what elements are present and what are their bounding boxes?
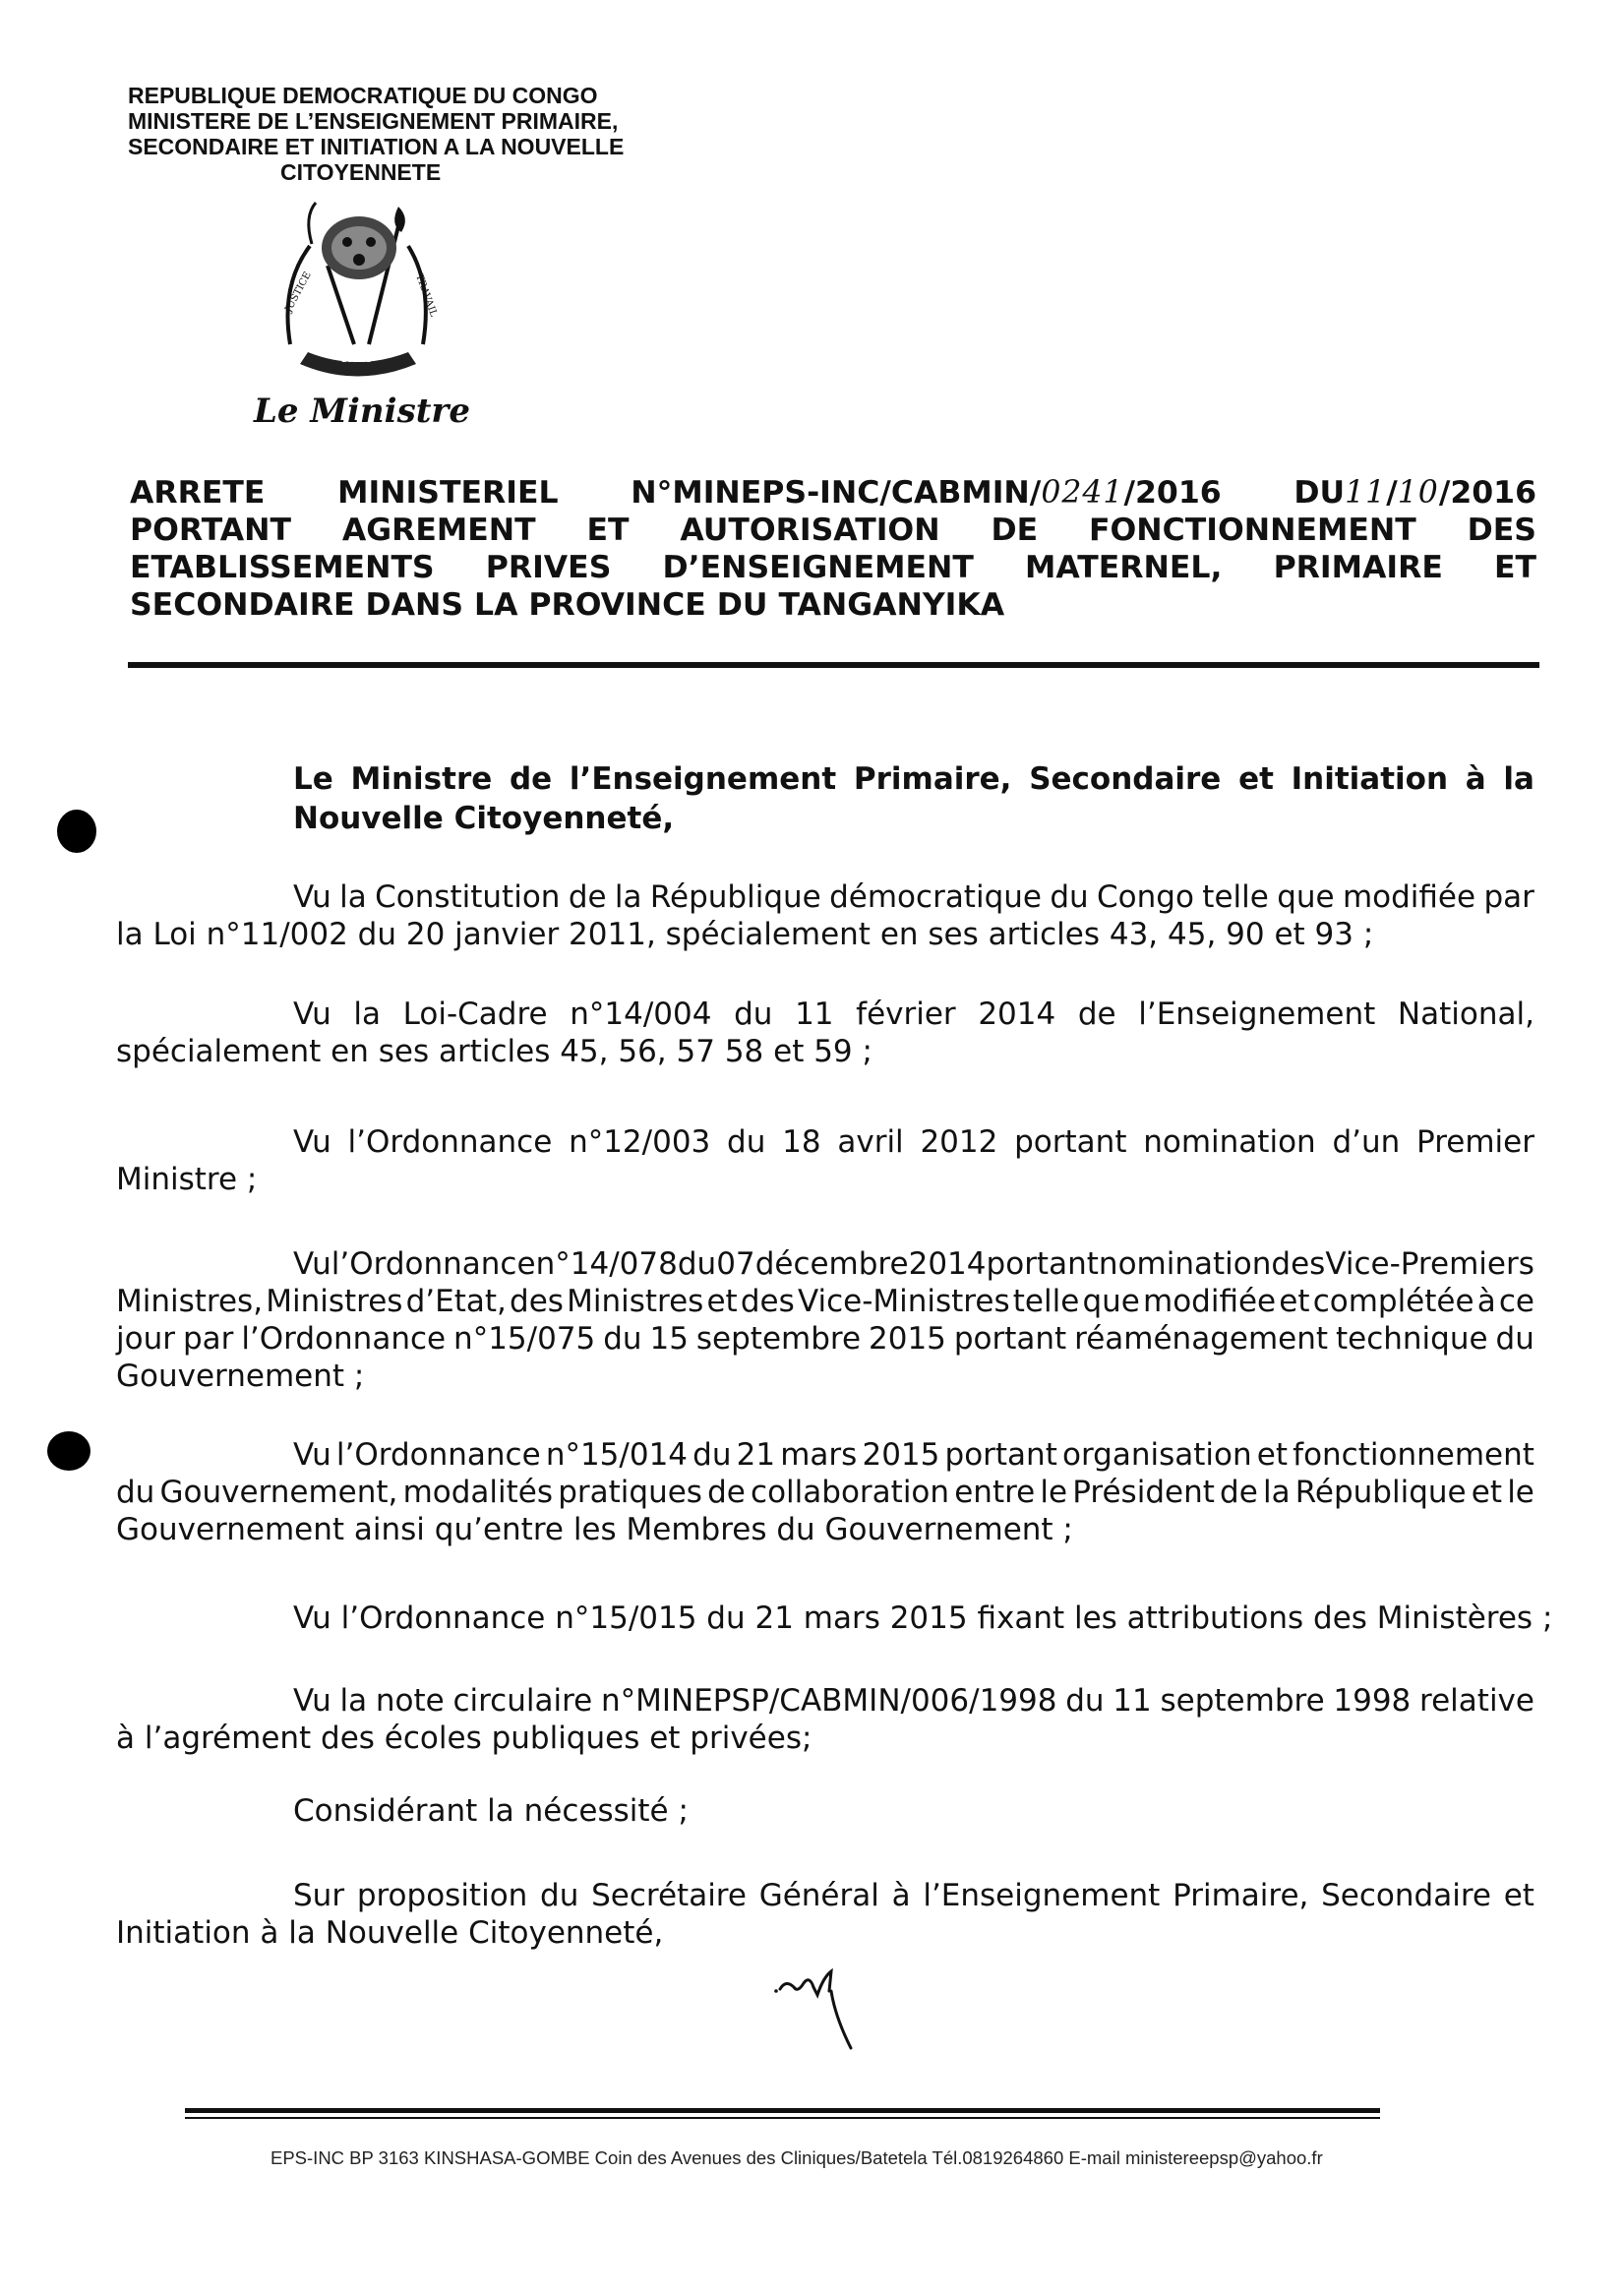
word: complétée [1312,1284,1474,1319]
word: 07 [716,1246,755,1282]
word: Vu [293,1246,331,1282]
word: par [1483,879,1534,915]
word: l’Ordonnance [335,1437,541,1473]
word: à [1476,1284,1496,1319]
paragraph-line: Considérant la nécessité ; [293,1793,689,1829]
title-line-2 [130,512,1536,549]
handwritten-number: 0241 [1041,475,1124,511]
word: Général [758,1878,879,1913]
word: et [1503,1878,1534,1913]
emblem-motto-travail: TRAVAIL [413,272,440,319]
word: des [1271,1246,1326,1282]
coat-of-arms-icon [251,197,462,393]
title-word: ARRETE [130,475,266,511]
decree-date [1293,474,1536,512]
paragraph-loi-cadre [116,996,1534,1070]
word: du [727,1124,766,1160]
word: Vu [293,1683,331,1719]
heading-word: la [1503,761,1534,797]
word: et [1279,1284,1310,1319]
word: organisation [1062,1437,1252,1473]
word: réaménagement [1074,1321,1329,1357]
minister-heading-line-1 [293,759,1534,799]
word: n°14/004 [570,997,712,1032]
word: la [614,879,642,915]
paragraph-line [116,996,1534,1033]
word: par [182,1321,234,1357]
title-word: MINISTERIEL [337,475,559,511]
word: et [1471,1475,1503,1510]
letterhead-country: REPUBLIQUE DEMOCRATIQUE DU CONGO [128,83,598,108]
word: République [1294,1475,1467,1510]
letterhead-ministry-1: MINISTERE DE L’ENSEIGNEMENT PRIMAIRE, [128,108,619,134]
emblem-motto-paix: PAIX [341,352,371,365]
word: mars [780,1437,858,1473]
word: du [677,1246,717,1282]
title-word: ET [586,513,630,548]
paragraph-line: à l’agrément des écoles publiques et privées; [116,1721,812,1756]
paragraph-line: la Loi n°11/002 du 20 janvier 2011, spécialement en ses articles 43, 45, 90 et 93 ; [116,917,1374,952]
word: 2012 [920,1124,998,1160]
paragraph-line [116,1283,1534,1320]
paragraph-attributions [116,1600,1553,1637]
word: 21 [736,1437,776,1473]
word: du [1065,1683,1105,1719]
word: avril [837,1124,904,1160]
word: la [1262,1475,1291,1510]
word: 11 [795,997,834,1032]
paragraph-line [116,1877,1534,1914]
word: circulaire [452,1683,593,1719]
letterhead-ministry-2: SECONDAIRE ET INITIATION A LA NOUVELLE [128,134,625,159]
paragraph-line: Initiation à la Nouvelle Citoyenneté, [116,1915,664,1951]
title-word: PRIVES [485,550,612,585]
word: portant [953,1321,1067,1357]
word: collaboration [751,1475,950,1510]
word: National, [1397,997,1534,1032]
word: l’Enseignement [1138,997,1376,1032]
minister-heading-line-2: Nouvelle Citoyenneté, [293,801,675,836]
word: du [692,1437,732,1473]
word: Vu [293,997,331,1032]
word: du [540,1878,579,1913]
signature-title: Le Ministre [254,392,470,431]
title-line-1 [130,474,1536,512]
word: pratiques [558,1475,702,1510]
paragraph-line: Gouvernement ainsi qu’entre les Membres du Gouvernement ; [116,1512,1073,1547]
paragraph-line: Gouvernement ; [116,1359,365,1394]
word: décembre [754,1246,909,1282]
heading-word: Le [293,761,333,797]
emblem-motto-justice: JUSTICE [282,270,314,315]
word: Constitution [375,879,561,915]
word: Loi-Cadre [402,997,548,1032]
word: Ministres [266,1284,403,1319]
title-word: ET [1493,550,1536,585]
word: Sur [293,1878,345,1913]
title-word: D’ENSEIGNEMENT [662,550,974,585]
word: septembre [695,1321,862,1357]
word: de [1220,1475,1258,1510]
date-year: /2016 [1438,475,1536,511]
word: Congo [1097,879,1194,915]
heading-word: et [1238,761,1274,797]
word: l’Ordonnance [347,1124,553,1160]
heading-word: à [1465,761,1486,797]
word: Secondaire [1321,1878,1491,1913]
word: modalités [402,1475,554,1510]
word: démocratique [829,879,1042,915]
word: Secrétaire [591,1878,747,1913]
paragraph-line [116,1436,1534,1474]
word: ce [1498,1284,1534,1319]
title-word: DES [1467,513,1536,548]
word: entre [954,1475,1036,1510]
paragraph-line [116,878,1534,916]
word: la [339,879,367,915]
paragraph-line [116,1123,1534,1161]
heading-word: l’Enseignement [569,761,837,797]
word: nomination [1098,1246,1272,1282]
handwritten-initials-icon [772,1958,866,2056]
word: l’Enseignement [923,1878,1161,1913]
word: que [1277,879,1335,915]
word: portant [1014,1124,1127,1160]
word: d’un [1332,1124,1401,1160]
word: de [707,1475,746,1510]
word: Ministres [567,1284,704,1319]
title-word: AGREMENT [341,513,536,548]
word: février [856,997,956,1032]
word: Vice-Premiers [1325,1246,1534,1282]
word: et [1256,1437,1289,1473]
heading-word: Primaire, [853,761,1012,797]
word: 1998 [1333,1683,1412,1719]
date-prefix: DU [1293,475,1346,511]
paragraph-line: Ministre ; [116,1162,258,1197]
paragraph-premier-ministre [116,1123,1534,1198]
word: et [706,1284,738,1319]
word: 11 [1113,1683,1152,1719]
word: Vu [293,1437,331,1473]
minister-heading [293,759,1534,838]
word: n°12/003 [569,1124,711,1160]
title-line-3 [130,549,1536,586]
paragraph-line [116,1682,1534,1720]
word: du [1050,879,1089,915]
punch-hole [57,810,96,853]
word: du [603,1321,642,1357]
word: 2014 [978,997,1056,1032]
paragraph-considerant [116,1792,1534,1830]
title-word: ETABLISSEMENTS [130,550,435,585]
paragraph-proposition [116,1877,1534,1952]
word: proposition [356,1878,528,1913]
handwritten-month: 10 [1397,475,1439,511]
footer-address: EPS-INC BP 3163 KINSHASA-GOMBE Coin des Avenues des Cliniques/Batetela Tél.0819264860 E-mail ministereepsp@yahoo.fr [271,2147,1323,2168]
word: portant [986,1246,1099,1282]
word: portant [944,1437,1057,1473]
title-word: PORTANT [130,513,291,548]
heading-word: de [509,761,553,797]
word: d’Etat, [405,1284,507,1319]
paragraph-line: spécialement en ses articles 45, 56, 57 58 et 59 ; [116,1034,872,1069]
word: Gouvernement, [159,1475,398,1510]
word: n°14/078 [535,1246,678,1282]
word: modifiée [1342,879,1476,915]
footer-divider-thin [185,2117,1380,2119]
reference-prefix: N°MINEPS-INC/CABMIN/ [631,475,1042,511]
paragraph-line [116,1245,1534,1283]
paragraph-note-circulaire [116,1682,1534,1757]
word: n°15/014 [545,1437,689,1473]
letterhead-ministry-3: CITOYENNETE [280,159,442,185]
title-word: FONCTIONNEMENT [1088,513,1416,548]
word: n°15/075 [453,1321,596,1357]
title-word: PRIMAIRE [1273,550,1443,585]
paragraph-line [116,1320,1534,1358]
word: fonctionnement [1293,1437,1534,1473]
title-word: DE [991,513,1039,548]
letterhead [128,83,718,185]
footer-divider [185,2108,1380,2113]
title-line-4: SECONDAIRE DANS LA PROVINCE DU TANGANYIKA [130,587,1005,623]
word: Vice-Ministres [797,1284,1010,1319]
decree-title [130,474,1536,624]
word: note [375,1683,445,1719]
word: septembre [1160,1683,1325,1719]
punch-hole [47,1431,90,1471]
word: Primaire, [1173,1878,1309,1913]
word: République [649,879,821,915]
word: n°MINEPSP/CABMIN/006/1998 [600,1683,1057,1719]
handwritten-day: 11 [1345,475,1387,511]
word: du [1495,1321,1534,1357]
word: la [353,997,381,1032]
decree-reference [631,474,1221,512]
word: Vu [293,879,331,915]
heading-word: Ministre [350,761,493,797]
word: de [568,879,607,915]
word: la [339,1683,368,1719]
paragraph-organisation [116,1436,1534,1548]
title-divider [128,662,1539,668]
word: modifiée [1143,1284,1277,1319]
word: Président [1072,1475,1215,1510]
word: des [740,1284,795,1319]
word: de [1077,997,1116,1032]
word: le [1040,1475,1068,1510]
paragraph-constitution [116,878,1534,953]
word: des [510,1284,564,1319]
word: technique [1335,1321,1488,1357]
word: 2015 [869,1321,946,1357]
word: Premier [1416,1124,1534,1160]
title-word: MATERNEL, [1024,550,1223,585]
title-word: AUTORISATION [680,513,940,548]
paragraph-gouvernement [116,1245,1534,1395]
word: relative [1419,1683,1534,1719]
word: nomination [1143,1124,1316,1160]
word: telle [1012,1284,1080,1319]
heading-word: Secondaire [1029,761,1222,797]
word: telle [1202,879,1269,915]
word: Ministres, [116,1284,264,1319]
word: 18 [782,1124,821,1160]
heading-word: Initiation [1291,761,1449,797]
paragraph-line [116,1474,1534,1511]
word: 15 [649,1321,689,1357]
word: que [1082,1284,1140,1319]
word: l’Ordonnance [331,1246,536,1282]
word: du [116,1475,155,1510]
paragraph-line: Vu l’Ordonnance n°15/015 du 21 mars 2015 fixant les attributions des Ministères ; [293,1600,1553,1636]
word: jour [116,1321,175,1357]
word: le [1507,1475,1534,1510]
word: du [734,997,773,1032]
word: 2014 [908,1246,987,1282]
word: Vu [293,1124,331,1160]
word: l’Ordonnance [241,1321,447,1357]
reference-year: /2016 [1123,475,1222,511]
word: 2015 [862,1437,940,1473]
word: à [891,1878,911,1913]
date-separator: / [1386,475,1398,511]
